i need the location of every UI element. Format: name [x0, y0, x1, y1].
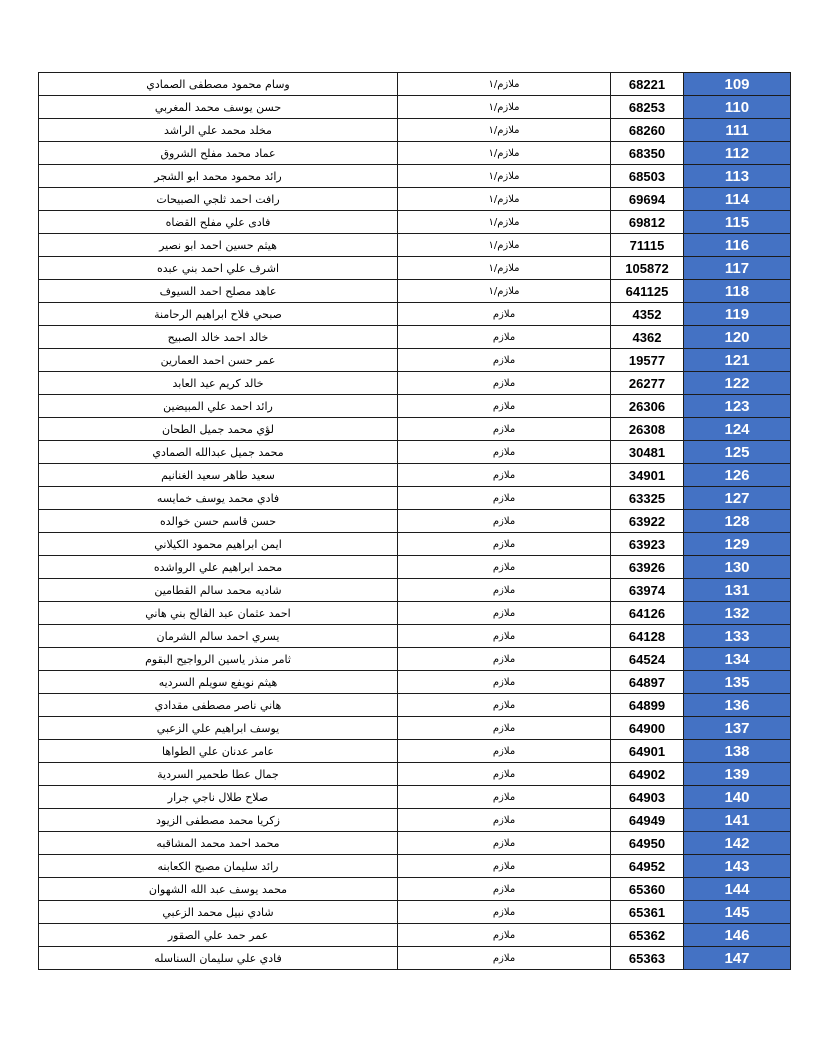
military-number-cell: 64901 [611, 740, 684, 763]
sequence-number-cell: 140 [684, 786, 791, 809]
table-row [39, 418, 791, 441]
full-name-cell: يوسف ابراهيم علي الزعبي [39, 717, 398, 740]
sequence-number-cell: 126 [684, 464, 791, 487]
full-name-cell: فادي علي سليمان السناسله [39, 947, 398, 970]
military-number-cell: 63923 [611, 533, 684, 556]
table-row [39, 142, 791, 165]
sequence-number-cell: 124 [684, 418, 791, 441]
personnel-table [38, 72, 791, 970]
rank-cell: ملازم/١ [398, 142, 611, 165]
rank-cell: ملازم/١ [398, 280, 611, 303]
military-number-cell: 64949 [611, 809, 684, 832]
rank-cell: ملازم/١ [398, 188, 611, 211]
sequence-number-cell: 139 [684, 763, 791, 786]
rank-cell: ملازم [398, 717, 611, 740]
rank-cell: ملازم [398, 855, 611, 878]
full-name-cell: فادى علي مفلح القضاه [39, 211, 398, 234]
military-number-cell: 64524 [611, 648, 684, 671]
sequence-number-cell: 114 [684, 188, 791, 211]
rank-cell: ملازم [398, 372, 611, 395]
military-number-cell: 641125 [611, 280, 684, 303]
full-name-cell: مخلد محمد علي الراشد [39, 119, 398, 142]
full-name-cell: محمد يوسف عبد الله الشهوان [39, 878, 398, 901]
military-number-cell: 63325 [611, 487, 684, 510]
table-row [39, 96, 791, 119]
rank-cell: ملازم [398, 924, 611, 947]
full-name-cell: عاهد مصلح احمد السيوف [39, 280, 398, 303]
sequence-number-cell: 120 [684, 326, 791, 349]
military-number-cell: 64126 [611, 602, 684, 625]
rank-cell: ملازم/١ [398, 119, 611, 142]
military-number-cell: 65363 [611, 947, 684, 970]
full-name-cell: محمد ابراهيم علي الرواشده [39, 556, 398, 579]
table-row [39, 188, 791, 211]
full-name-cell: احمد عثمان عبد الفالح بني هاني [39, 602, 398, 625]
military-number-cell: 105872 [611, 257, 684, 280]
full-name-cell: رائد احمد علي المبيضين [39, 395, 398, 418]
sequence-number-cell: 112 [684, 142, 791, 165]
sequence-number-cell: 141 [684, 809, 791, 832]
table-row [39, 372, 791, 395]
full-name-cell: حسن يوسف محمد المغربي [39, 96, 398, 119]
sequence-number-cell: 133 [684, 625, 791, 648]
sequence-number-cell: 121 [684, 349, 791, 372]
sequence-number-cell: 119 [684, 303, 791, 326]
rank-cell: ملازم [398, 533, 611, 556]
military-number-cell: 68503 [611, 165, 684, 188]
rank-cell: ملازم [398, 349, 611, 372]
military-number-cell: 64128 [611, 625, 684, 648]
table-row [39, 441, 791, 464]
sequence-number-cell: 143 [684, 855, 791, 878]
rank-cell: ملازم [398, 579, 611, 602]
full-name-cell: سعيد طاهر سعيد الغنانيم [39, 464, 398, 487]
military-number-cell: 63974 [611, 579, 684, 602]
table-row [39, 832, 791, 855]
full-name-cell: محمد احمد محمد المشاقبه [39, 832, 398, 855]
rank-cell: ملازم [398, 556, 611, 579]
rank-cell: ملازم [398, 832, 611, 855]
full-name-cell: رائد محمود محمد ابو الشجر [39, 165, 398, 188]
sequence-number-cell: 132 [684, 602, 791, 625]
military-number-cell: 26277 [611, 372, 684, 395]
full-name-cell: عماد محمد مفلح الشروق [39, 142, 398, 165]
military-number-cell: 64903 [611, 786, 684, 809]
military-number-cell: 64900 [611, 717, 684, 740]
sequence-number-cell: 118 [684, 280, 791, 303]
rank-cell: ملازم [398, 671, 611, 694]
sequence-number-cell: 125 [684, 441, 791, 464]
sequence-number-cell: 131 [684, 579, 791, 602]
sequence-number-cell: 147 [684, 947, 791, 970]
military-number-cell: 68253 [611, 96, 684, 119]
rank-cell: ملازم [398, 740, 611, 763]
full-name-cell: حسن قاسم حسن خوالده [39, 510, 398, 533]
military-number-cell: 19577 [611, 349, 684, 372]
rank-cell: ملازم [398, 947, 611, 970]
rank-cell: ملازم/١ [398, 257, 611, 280]
military-number-cell: 4362 [611, 326, 684, 349]
full-name-cell: محمد جميل عبدالله الصمادي [39, 441, 398, 464]
sequence-number-cell: 122 [684, 372, 791, 395]
rank-cell: ملازم [398, 395, 611, 418]
military-number-cell: 30481 [611, 441, 684, 464]
rank-cell: ملازم/١ [398, 96, 611, 119]
full-name-cell: ثامر منذر ياسين الرواجيح البقوم [39, 648, 398, 671]
full-name-cell: خالد احمد خالد الصبيح [39, 326, 398, 349]
rank-cell: ملازم [398, 763, 611, 786]
rank-cell: ملازم/١ [398, 234, 611, 257]
sequence-number-cell: 138 [684, 740, 791, 763]
full-name-cell: عمر حسن احمد العمارين [39, 349, 398, 372]
sequence-number-cell: 128 [684, 510, 791, 533]
table-row [39, 326, 791, 349]
table-row [39, 901, 791, 924]
military-number-cell: 64952 [611, 855, 684, 878]
military-number-cell: 4352 [611, 303, 684, 326]
table-row [39, 602, 791, 625]
table-row [39, 211, 791, 234]
sequence-number-cell: 109 [684, 73, 791, 96]
military-number-cell: 64897 [611, 671, 684, 694]
rank-cell: ملازم [398, 510, 611, 533]
table-row [39, 671, 791, 694]
military-number-cell: 65361 [611, 901, 684, 924]
rank-cell: ملازم [398, 625, 611, 648]
military-number-cell: 63926 [611, 556, 684, 579]
military-number-cell: 69694 [611, 188, 684, 211]
full-name-cell: رائد سليمان مصبح الكعابنه [39, 855, 398, 878]
table-row [39, 878, 791, 901]
rank-cell: ملازم [398, 487, 611, 510]
personnel-table-body [39, 73, 791, 970]
sequence-number-cell: 117 [684, 257, 791, 280]
table-row [39, 694, 791, 717]
rank-cell: ملازم [398, 303, 611, 326]
military-number-cell: 71115 [611, 234, 684, 257]
sequence-number-cell: 137 [684, 717, 791, 740]
table-row [39, 947, 791, 970]
table-row [39, 464, 791, 487]
full-name-cell: خالد كريم عيد العابد [39, 372, 398, 395]
rank-cell: ملازم/١ [398, 211, 611, 234]
full-name-cell: يسري احمد سالم الشرمان [39, 625, 398, 648]
full-name-cell: هاني ناصر مصطفى مقدادي [39, 694, 398, 717]
military-number-cell: 68260 [611, 119, 684, 142]
table-row [39, 717, 791, 740]
rank-cell: ملازم [398, 648, 611, 671]
full-name-cell: شادي نبيل محمد الزعبي [39, 901, 398, 924]
table-row [39, 257, 791, 280]
rank-cell: ملازم [398, 464, 611, 487]
table-row [39, 579, 791, 602]
full-name-cell: عامر عدنان علي الطواها [39, 740, 398, 763]
sequence-number-cell: 135 [684, 671, 791, 694]
sequence-number-cell: 116 [684, 234, 791, 257]
full-name-cell: شاديه محمد سالم القطامين [39, 579, 398, 602]
military-number-cell: 65360 [611, 878, 684, 901]
sequence-number-cell: 144 [684, 878, 791, 901]
full-name-cell: هيثم حسين احمد ابو نصير [39, 234, 398, 257]
military-number-cell: 64950 [611, 832, 684, 855]
table-row [39, 234, 791, 257]
table-row [39, 556, 791, 579]
table-row [39, 533, 791, 556]
sequence-number-cell: 115 [684, 211, 791, 234]
table-row [39, 648, 791, 671]
rank-cell: ملازم [398, 418, 611, 441]
sequence-number-cell: 113 [684, 165, 791, 188]
rank-cell: ملازم [398, 694, 611, 717]
military-number-cell: 68221 [611, 73, 684, 96]
table-row [39, 740, 791, 763]
table-row [39, 349, 791, 372]
sequence-number-cell: 111 [684, 119, 791, 142]
sequence-number-cell: 134 [684, 648, 791, 671]
full-name-cell: لؤي محمد جميل الطحان [39, 418, 398, 441]
full-name-cell: فادي محمد يوسف خمايسه [39, 487, 398, 510]
rank-cell: ملازم [398, 326, 611, 349]
rank-cell: ملازم [398, 441, 611, 464]
table-row [39, 855, 791, 878]
full-name-cell: هيثم نويفع سويلم السرديه [39, 671, 398, 694]
table-row [39, 924, 791, 947]
table-row [39, 763, 791, 786]
full-name-cell: عمر حمد علي الصقور [39, 924, 398, 947]
rank-cell: ملازم/١ [398, 165, 611, 188]
full-name-cell: زكريا محمد مصطفى الزيود [39, 809, 398, 832]
military-number-cell: 26306 [611, 395, 684, 418]
military-number-cell: 63922 [611, 510, 684, 533]
full-name-cell: رافت احمد ثلجي الصبيحات [39, 188, 398, 211]
table-row [39, 280, 791, 303]
full-name-cell: صبحي فلاح ابراهيم الرحامنة [39, 303, 398, 326]
table-row [39, 165, 791, 188]
sequence-number-cell: 110 [684, 96, 791, 119]
table-row [39, 510, 791, 533]
table-row [39, 809, 791, 832]
sequence-number-cell: 136 [684, 694, 791, 717]
sequence-number-cell: 123 [684, 395, 791, 418]
full-name-cell: وسام محمود مصطفى الصمادي [39, 73, 398, 96]
full-name-cell: صلاح طلال ناجي جرار [39, 786, 398, 809]
sequence-number-cell: 145 [684, 901, 791, 924]
military-number-cell: 69812 [611, 211, 684, 234]
sequence-number-cell: 142 [684, 832, 791, 855]
table-row [39, 487, 791, 510]
rank-cell: ملازم [398, 809, 611, 832]
table-row [39, 73, 791, 96]
table-row [39, 119, 791, 142]
rank-cell: ملازم [398, 602, 611, 625]
sequence-number-cell: 129 [684, 533, 791, 556]
sequence-number-cell: 146 [684, 924, 791, 947]
rank-cell: ملازم [398, 878, 611, 901]
full-name-cell: اشرف علي احمد بني عبده [39, 257, 398, 280]
military-number-cell: 64899 [611, 694, 684, 717]
table-row [39, 303, 791, 326]
military-number-cell: 68350 [611, 142, 684, 165]
full-name-cell: ايمن ابراهيم محمود الكيلاني [39, 533, 398, 556]
table-row [39, 625, 791, 648]
full-name-cell: جمال عطا طحمير السردية [39, 763, 398, 786]
rank-cell: ملازم [398, 786, 611, 809]
sequence-number-cell: 127 [684, 487, 791, 510]
rank-cell: ملازم [398, 901, 611, 924]
military-number-cell: 34901 [611, 464, 684, 487]
sequence-number-cell: 130 [684, 556, 791, 579]
table-row [39, 786, 791, 809]
military-number-cell: 64902 [611, 763, 684, 786]
military-number-cell: 65362 [611, 924, 684, 947]
rank-cell: ملازم/١ [398, 73, 611, 96]
table-row [39, 395, 791, 418]
military-number-cell: 26308 [611, 418, 684, 441]
